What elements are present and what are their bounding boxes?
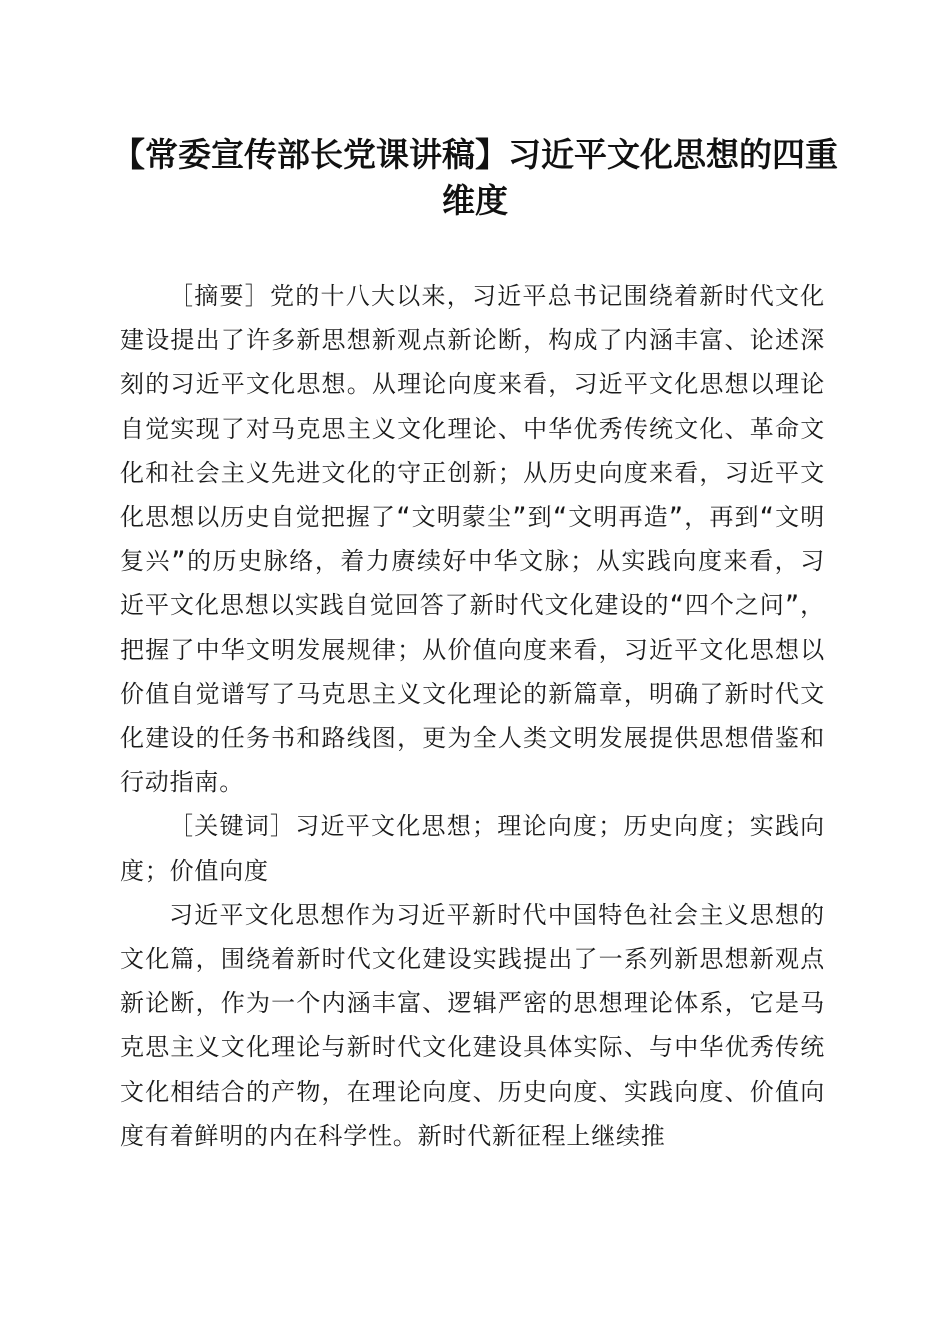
abstract-paragraph: ［摘要］党的十八大以来，习近平总书记围绕着新时代文化建设提出了许多新思想新观点新论断，构成了内涵丰富、论述深刻的习近平文化思想。从理论向度来看，习近平文化思想以理论自觉实现了对马克思主义文化理论、中华优秀传统文化、革命文化和社会主义先进文化的守正创新；从历史向度来看，习近平文化思想以历史自觉把握了“文明蒙尘”到“文明再造”，再到“文明复兴”的历史脉络，着力赓续好中华文脉；从实践向度来看，习近平文化思想以实践自觉回答了新时代文化建设的“四个之问”，把握了中华文明发展规律；从价值向度来看，习近平文化思想以价值自觉谱写了马克思主义文化理论的新篇章，明确了新时代文化建设的任务书和路线图，更为全人类文明发展提供思想借鉴和行动指南。 (120, 282, 825, 797)
body-paragraph: 习近平文化思想作为习近平新时代中国特色社会主义思想的文化篇，围绕着新时代文化建设实践提出了一系列新思想新观点新论断，作为一个内涵丰富、逻辑严密的思想理论体系，它是马克思主义文化理论与新时代文化建设具体实际、与中华优秀传统文化相结合的产物，在理论向度、历史向度、实践向度、价值向度有着鲜明的内在科学性。新时代新征程上继续推 (120, 900, 825, 1150)
document-title: 【常委宣传部长党课讲稿】习近平文化思想的四重维度 (112, 135, 838, 220)
document-body (120, 274, 825, 1158)
keywords-paragraph: ［关键词］习近平文化思想；理论向度；历史向度；实践向度；价值向度 (120, 812, 825, 885)
